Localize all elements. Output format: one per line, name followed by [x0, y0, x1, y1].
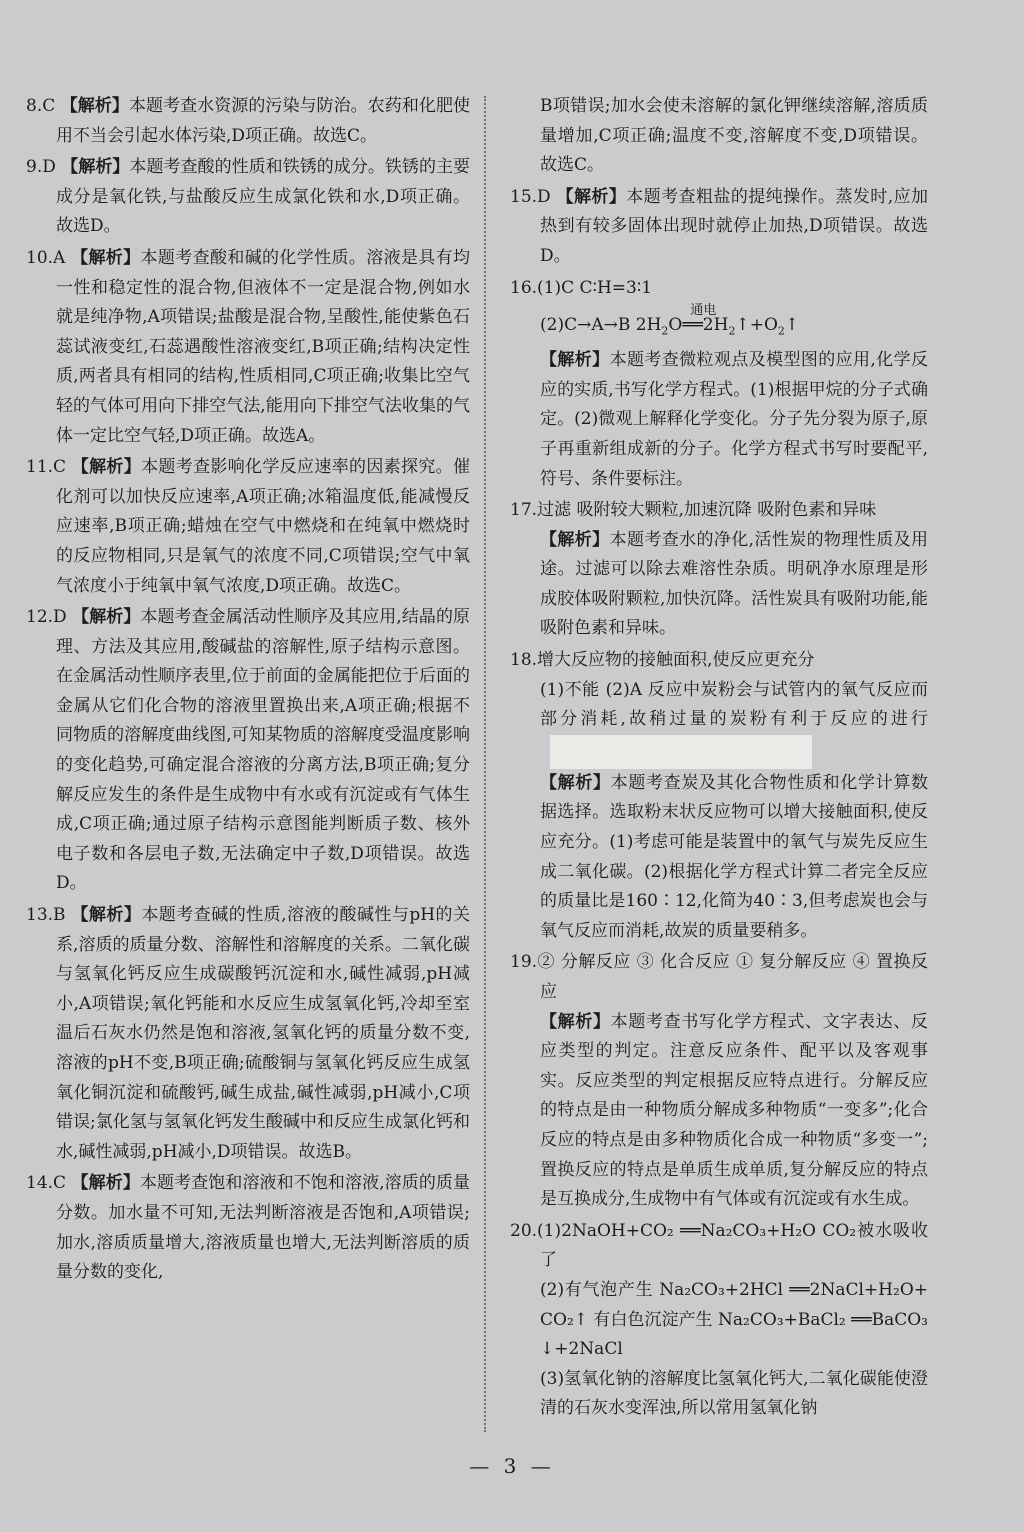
answer-q15	[510, 183, 928, 272]
q17-tag: 【解析】	[540, 529, 610, 550]
q15-tag: 【解析】	[556, 186, 627, 207]
q12-text: 本题考查金属活动性顺序及其应用,结晶的原理、方法及其应用,酸碱盐的溶解性,原子结构示意图。在金属活动性顺序表里,位于前面的金属能把位于后面的金属从它们化合物的溶液里置换出来,A项正确;根据不同物质的溶解度曲线图,可知某物质的溶解度受温度影响的变化趋势,可确定混合溶液的分离方法,B项正确;复分解反应发生的条件是生成物中有水或有沉淀或有气体生成,C项正确;通过原子结构示意图能判断质子数、核外电子数和各层电子数,无法确定中子数,D项错误。故选D。	[56, 607, 471, 894]
page-number: — 3 —	[469, 1454, 555, 1478]
q16-text: 本题考查微粒观点及模型图的应用,化学反应的实质,书写化学方程式。(1)根据甲烷的分子式确定。(2)微观上解释化学变化。分子先分裂为原子,原子再重新组成新的分子。化学方程式书写时要配平,符号、条件要标注。	[540, 350, 928, 489]
q16-number: 16.	[510, 277, 538, 298]
q11-number: 11.C	[26, 457, 67, 478]
q18-answer2: (1)不能 (2)A 反应中炭粉会与试管内的氧气反应而部分消耗,故稍过量的炭粉有利于反应的进行	[540, 679, 928, 730]
right-column	[510, 92, 928, 1426]
q16-eq-o: O	[668, 315, 683, 336]
q15-number: 15.D	[510, 186, 551, 207]
q8-text: 本题考查水资源的污染与防治。农药和化肥使用不当会引起水体污染,D项正确。故选C。	[56, 96, 471, 146]
q13-tag: 【解析】	[71, 905, 142, 926]
answer-q18	[510, 646, 928, 946]
q18-tag: 【解析】	[540, 772, 611, 793]
q14-number: 14.C	[26, 1173, 67, 1194]
q18-text: 本题考查炭及其化合物性质和化学计算数据选择。选取粉末状反应物可以增大接触面积,使反应充分。(1)考虑可能是装置中的氧气与炭先反应生成二氧化碳。(2)根据化学方程式计算二者完全反应的质量比是160∶12,化简为40∶3,但考虑炭也会与氧气反应而消耗,故炭的质量要稍多。	[540, 772, 929, 941]
q16-eq-products: ══2H	[682, 315, 729, 336]
answer-q17	[510, 496, 928, 644]
q16-eq-o2: ↑+O	[735, 315, 778, 336]
q16-tag: 【解析】	[540, 350, 610, 371]
q17-number: 17.	[510, 500, 538, 521]
answer-q9	[26, 153, 470, 242]
q9-text: 本题考查酸的性质和铁锈的成分。铁锈的主要成分是氧化铁,与盐酸反应生成氯化铁和水,D项正确。故选D。	[56, 157, 471, 237]
q10-number: 10.A	[26, 247, 66, 268]
q10-text: 本题考查酸和碱的化学性质。溶液是具有均一性和稳定性的混合物,但液体不一定是混合物,例如水就是纯净物,A项错误;盐酸是混合物,呈酸性,能使紫色石蕊试液变红,石蕊遇酸性溶液变红,B项正确;结构决定性质,两者具有相同的结构,性质相同,C项正确;收集比空气轻的气体可用向下排空气法,能用向下排空气法收集的气体一定比空气轻,D项正确。故选A。	[56, 247, 471, 446]
q14-tag: 【解析】	[71, 1173, 140, 1194]
q16-sub2: 2	[728, 324, 736, 338]
q18-answer: 增大反应物的接触面积,使反应更充分	[537, 650, 815, 671]
left-column	[26, 92, 470, 1290]
q9-tag: 【解析】	[61, 157, 130, 178]
q19-tag: 【解析】	[540, 1011, 611, 1032]
q17-text: 本题考查水的净化,活性炭的物理性质及用途。过滤可以除去难溶性杂质。明矾净水原理是形成胶体吸附颗粒,加快沉降。活性炭具有吸附功能,能吸附色素和异味。	[540, 529, 928, 639]
q16-equation	[668, 303, 800, 346]
q8-tag: 【解析】	[60, 96, 129, 116]
q19-text: 本题考查书写化学方程式、文字表达、反应类型的判定。注意反应条件、配平以及客观事实。反应类型的判定根据反应特点进行。分解反应的特点是由一种物质分解成多种物质“一变多”;化合反应的特点是由多种物质化合成一种物质“多变一”;置换反应的特点是单质生成单质,复分解反应的特点是互换成分,生成物中有气体或有沉淀或有水生成。	[540, 1011, 929, 1210]
q20-part3: (3)氢氧化钠的溶解度比氢氧化钙大,二氧化碳能使澄清的石灰水变浑浊,所以常用氢氧化钠	[540, 1368, 928, 1419]
answer-q20	[510, 1217, 928, 1424]
q20-part2: (2)有气泡产生 Na₂CO₃+2HCl ══2NaCl+H₂O+CO₂↑ 有白色沉淀产生 Na₂CO₃+BaCl₂ ══BaCO₃↓+2NaCl	[540, 1279, 928, 1360]
q18-number: 18.	[510, 650, 538, 671]
q15-text: 本题考查粗盐的提纯操作。蒸发时,应加热到有较多固体出现时就停止加热,D项错误。故选D。	[540, 186, 929, 266]
q10-tag: 【解析】	[71, 247, 141, 268]
answer-q14-continued: B项错误;加水会使未溶解的氯化钾继续溶解,溶质质量增加,C项正确;温度不变,溶解度不变,D项错误。故选C。	[540, 96, 928, 176]
q20-part1: (1)2NaOH+CO₂ ══Na₂CO₃+H₂O CO₂被水吸收了	[537, 1220, 928, 1271]
answer-q11	[26, 453, 470, 601]
redacted-area	[550, 735, 812, 769]
q11-text: 本题考查影响化学反应速率的因素探究。催化剂可以加快反应速率,A项正确;冰箱温度低,能减慢反应速率,B项正确;蜡烛在空气中燃烧和在纯氧中燃烧时的反应物相同,只是氧气的浓度不同,C项错误;空气中氧气浓度小于纯氧中氧气浓度,D项正确。故选C。	[56, 457, 470, 596]
answer-q10	[26, 244, 470, 451]
q16-sub: 2	[661, 324, 669, 338]
q13-number: 13.B	[26, 905, 66, 926]
q16-sub3: 2	[777, 324, 785, 338]
q8-number: 8.C	[26, 96, 56, 116]
q12-tag: 【解析】	[72, 607, 141, 628]
answer-q12	[26, 603, 470, 899]
answer-q14	[26, 1169, 470, 1287]
q19-answer: ② 分解反应 ③ 化合反应 ① 复分解反应 ④ 置换反应	[537, 952, 928, 1003]
q16-eq-arrow: ↑	[784, 315, 800, 336]
q17-answer: 过滤 吸附较大颗粒,加速沉降 吸附色素和异味	[537, 500, 877, 521]
q20-number: 20.	[510, 1220, 538, 1241]
q16-equation-line	[510, 303, 928, 346]
q16-eq-condition: 通电	[690, 303, 717, 319]
answer-q19	[510, 948, 928, 1214]
q13-text: 本题考查碱的性质,溶液的酸碱性与pH的关系,溶质的质量分数、溶解性和溶解度的关系。二氧化碳与氢氧化钙反应生成碳酸钙沉淀和水,碱性减弱,pH减小,A项错误;氧化钙能和水反应生成氢氧化钙,冷却至室温后石灰水仍然是饱和溶液,氢氧化钙的质量分数不变,溶液的pH不变,B项正确;硫酸铜与氢氧化钙反应生成氢氧化铜沉淀和硫酸钙,碱生成盐,碱性减弱,pH减小,C项错误;氯化氢与氢氧化钙发生酸碱中和反应生成氯化钙和水,碱性减弱,pH减小,D项错误。故选B。	[56, 905, 470, 1162]
answer-q8	[26, 92, 470, 151]
q16-part1: (1)C C∶H=3∶1	[537, 277, 653, 298]
q14-text: 本题考查饱和溶液和不饱和溶液,溶质的质量分数。加水量不可知,无法判断溶液是否饱和,A项错误;加水,溶质质量增大,溶液质量也增大,无法判断溶质的质量分数的变化,	[56, 1173, 471, 1283]
answer-q16	[510, 274, 928, 495]
q12-number: 12.D	[26, 607, 67, 628]
answer-q13	[26, 901, 470, 1167]
q19-number: 19.	[510, 952, 538, 973]
column-divider	[484, 96, 486, 1432]
q11-tag: 【解析】	[71, 457, 142, 478]
q9-number: 9.D	[26, 157, 56, 178]
q16-part2-prefix: (2)C→A→B 2H	[540, 315, 662, 336]
